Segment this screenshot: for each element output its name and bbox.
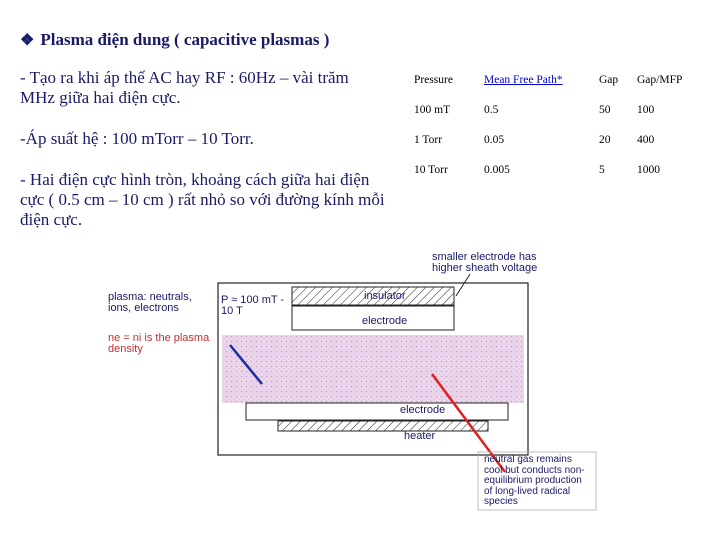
table-cell: 20 bbox=[599, 134, 611, 146]
neutral-gas-label: neutral gas remains cool but conducts non- equilibrium production of long-lived radical species bbox=[484, 454, 585, 507]
table-cell: 0.5 bbox=[484, 104, 499, 116]
table-cell: 5 bbox=[599, 164, 605, 176]
header-gap-mfp: Gap/MFP bbox=[637, 74, 683, 86]
table-cell: 0.05 bbox=[484, 134, 505, 146]
paragraph-rf-voltage: - Tạo ra khi áp thế AC hay RF : 60Hz – vài trăm MHz giữa hai điện cực. bbox=[20, 68, 349, 107]
table-cell: 10 Torr bbox=[414, 164, 448, 176]
heater bbox=[278, 421, 488, 431]
header-pressure: Pressure bbox=[414, 74, 453, 86]
diamond-bullet-icon: ❖ bbox=[20, 32, 35, 49]
plasma-region bbox=[222, 335, 524, 403]
table-cell: 100 bbox=[637, 104, 655, 116]
table-cell: 400 bbox=[637, 134, 655, 146]
table-cell: 1000 bbox=[637, 164, 660, 176]
slide-title-text: Plasma điện dung ( capacitive plasmas ) bbox=[40, 30, 330, 49]
density-label: ne = ni is the plasma density bbox=[108, 332, 210, 355]
pressure-label: P ≈ 100 mT - 10 T bbox=[221, 294, 285, 317]
bottom-electrode-label: electrode bbox=[400, 404, 446, 416]
bottom-electrode bbox=[246, 403, 508, 420]
mean-free-path-link[interactable]: Mean Free Path* bbox=[484, 74, 563, 86]
heater-label: heater bbox=[404, 430, 436, 442]
table-cell: 0.005 bbox=[484, 164, 510, 176]
plasma-species-label: plasma: neutrals, ions, electrons bbox=[108, 291, 192, 314]
paragraph-electrodes: - Hai điện cực hình tròn, khoảng cách giữa hai điện cực ( 0.5 cm – 10 cm ) rất nhỏ so với đường kính mỗi điện cực. bbox=[20, 170, 385, 229]
smaller-electrode-label: smaller electrode has higher sheath voltage bbox=[432, 251, 538, 274]
insulator-label: insulator bbox=[364, 290, 406, 302]
table-cell: 50 bbox=[599, 104, 611, 116]
table-cell: 1 Torr bbox=[414, 134, 443, 146]
top-electrode-label: electrode bbox=[362, 315, 408, 327]
paragraph-pressure: -Áp suất hệ : 100 mTorr – 10 Torr. bbox=[20, 129, 254, 148]
header-gap: Gap bbox=[599, 74, 619, 86]
table-cell: 100 mT bbox=[414, 104, 451, 116]
